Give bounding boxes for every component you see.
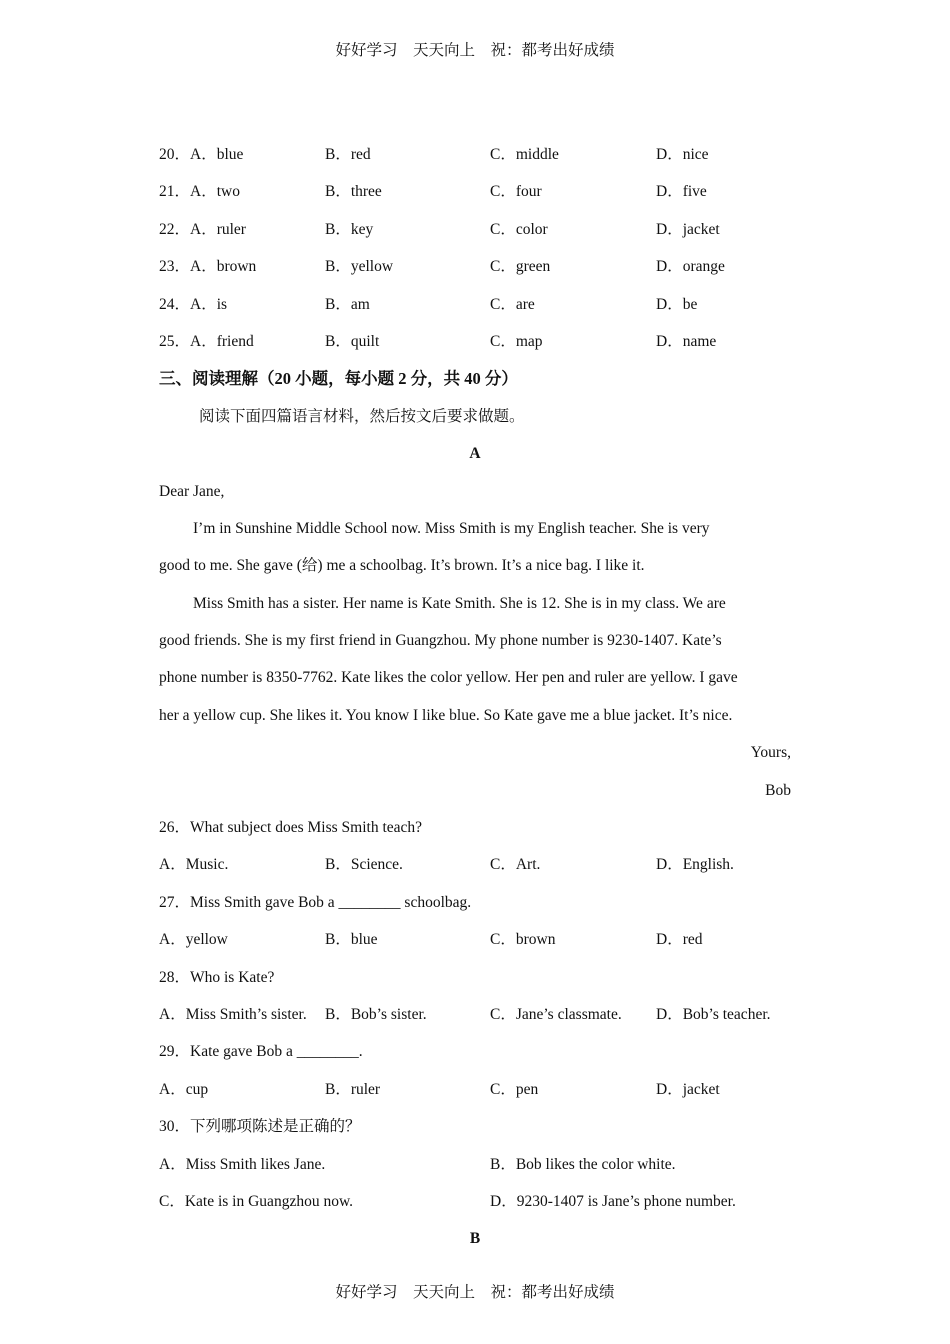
paragraph-1-line-1: I’m in Sunshine Middle School now. Miss Smith is my English teacher. She is very [193,519,710,537]
option-b: B．quilt [325,332,380,350]
option-b: B．blue [325,931,378,949]
question-29-stem: 29．Kate gave Bob a ________. [159,1043,363,1061]
question-28-stem: 28．Who is Kate? [159,968,275,986]
option-a: A．yellow [159,931,228,949]
option-b: B．Bob likes the color white. [490,1155,676,1173]
section-title: 三、阅读理解（20 小题，每小题 2 分，共 40 分） [159,369,518,389]
cloze-row [159,180,791,217]
cloze-row [159,330,791,367]
option-d: D．orange [656,258,725,276]
option-a: A．Miss Smith’s sister. [159,1005,307,1023]
option-d: D．9230-1407 is Jane’s phone number. [490,1192,736,1210]
paragraph-2-line-2: good friends. She is my first friend in Guangzhou. My phone number is 9230-1407. Kate’s [159,632,722,650]
cloze-row [159,293,791,330]
option-c: C．brown [490,931,556,949]
paragraph-1-line-2: good to me. She gave (给) me a schoolbag. It’s brown. It’s a nice bag. I like it. [159,557,645,575]
option-b: B．Bob’s sister. [325,1005,427,1023]
option-b: B．three [325,183,382,201]
option-b: B．key [325,220,374,238]
option-a: A．cup [159,1080,209,1098]
option-b: B．ruler [325,1080,381,1098]
option-b: B．yellow [325,258,394,276]
option-d: D．nice [656,146,709,163]
option-d: D．jacket [656,220,720,238]
option-c: C．Jane’s classmate. [490,1005,622,1023]
option-c: C．Art. [490,856,541,874]
option-a: 21．A．two [159,183,240,201]
option-a: 24．A．is [159,295,228,313]
option-b: B．red [325,146,371,163]
option-a: A．Miss Smith likes Jane. [159,1155,326,1173]
section-instruction: 阅读下面四篇语言材料，然后按文后要求做题。 [199,407,525,425]
option-c: C．are [490,295,535,313]
paragraph-2-line-4: her a yellow cup. She likes it. You know I like blue. So Kate gave me a blue jacket. It’s nice. [159,706,733,724]
letter-closing: Yours, [750,744,791,762]
option-a: A．Music. [159,856,229,874]
letter-greeting: Dear Jane, [159,482,225,500]
letter-signature: Bob [765,781,791,799]
cloze-row [159,143,791,180]
paragraph-2-line-3: phone number is 8350-7762. Kate likes the color yellow. Her pen and ruler are yellow. I gave [159,669,738,687]
paragraph-2-line-1: Miss Smith has a sister. Her name is Kate Smith. She is 12. She is in my class. We are [193,594,726,612]
option-d: D．English. [656,856,734,874]
option-c: C．four [490,183,542,201]
page-header: 好好学习 天天向上 祝：都考出好成绩 [335,42,615,59]
question-30-options-row-1 [159,1153,791,1190]
option-a: 23．A．brown [159,258,257,276]
option-b: B．am [325,295,370,313]
cloze-row [159,255,791,292]
cloze-row [159,218,791,255]
option-d: D．five [656,183,707,201]
option-b: B．Science. [325,856,403,874]
option-d: D．red [656,931,703,949]
question-29-options [159,1078,791,1115]
option-d: D．name [656,332,717,350]
option-c: C．green [490,258,551,276]
option-c: C．Kate is in Guangzhou now. [159,1192,354,1210]
passage-a-label: A [469,445,481,463]
option-c: C．color [490,220,548,238]
option-a: 22．A．ruler [159,220,246,238]
question-30-options-row-2 [159,1190,791,1227]
question-28-options [159,1003,791,1040]
page-footer: 好好学习 天天向上 祝：都考出好成绩 [335,1284,615,1301]
cloze-options [159,143,791,367]
question-27-stem: 27．Miss Smith gave Bob a ________ schoolbag. [159,893,472,911]
option-c: C．middle [490,146,559,163]
option-c: C．pen [490,1080,539,1098]
passage-b-label: B [469,1230,481,1248]
option-d: D．be [656,295,698,313]
page-content [159,143,791,1265]
option-c: C．map [490,332,543,350]
question-26-stem: 26．What subject does Miss Smith teach? [159,819,423,837]
question-26-options [159,853,791,890]
question-27-options [159,928,791,965]
question-30-stem: 30．下列哪项陈述是正确的？ [159,1118,361,1136]
option-a: 20．A．blue [159,146,244,163]
option-d: D．Bob’s teacher. [656,1005,771,1023]
option-d: D．jacket [656,1080,720,1098]
option-a: 25．A．friend [159,332,254,350]
